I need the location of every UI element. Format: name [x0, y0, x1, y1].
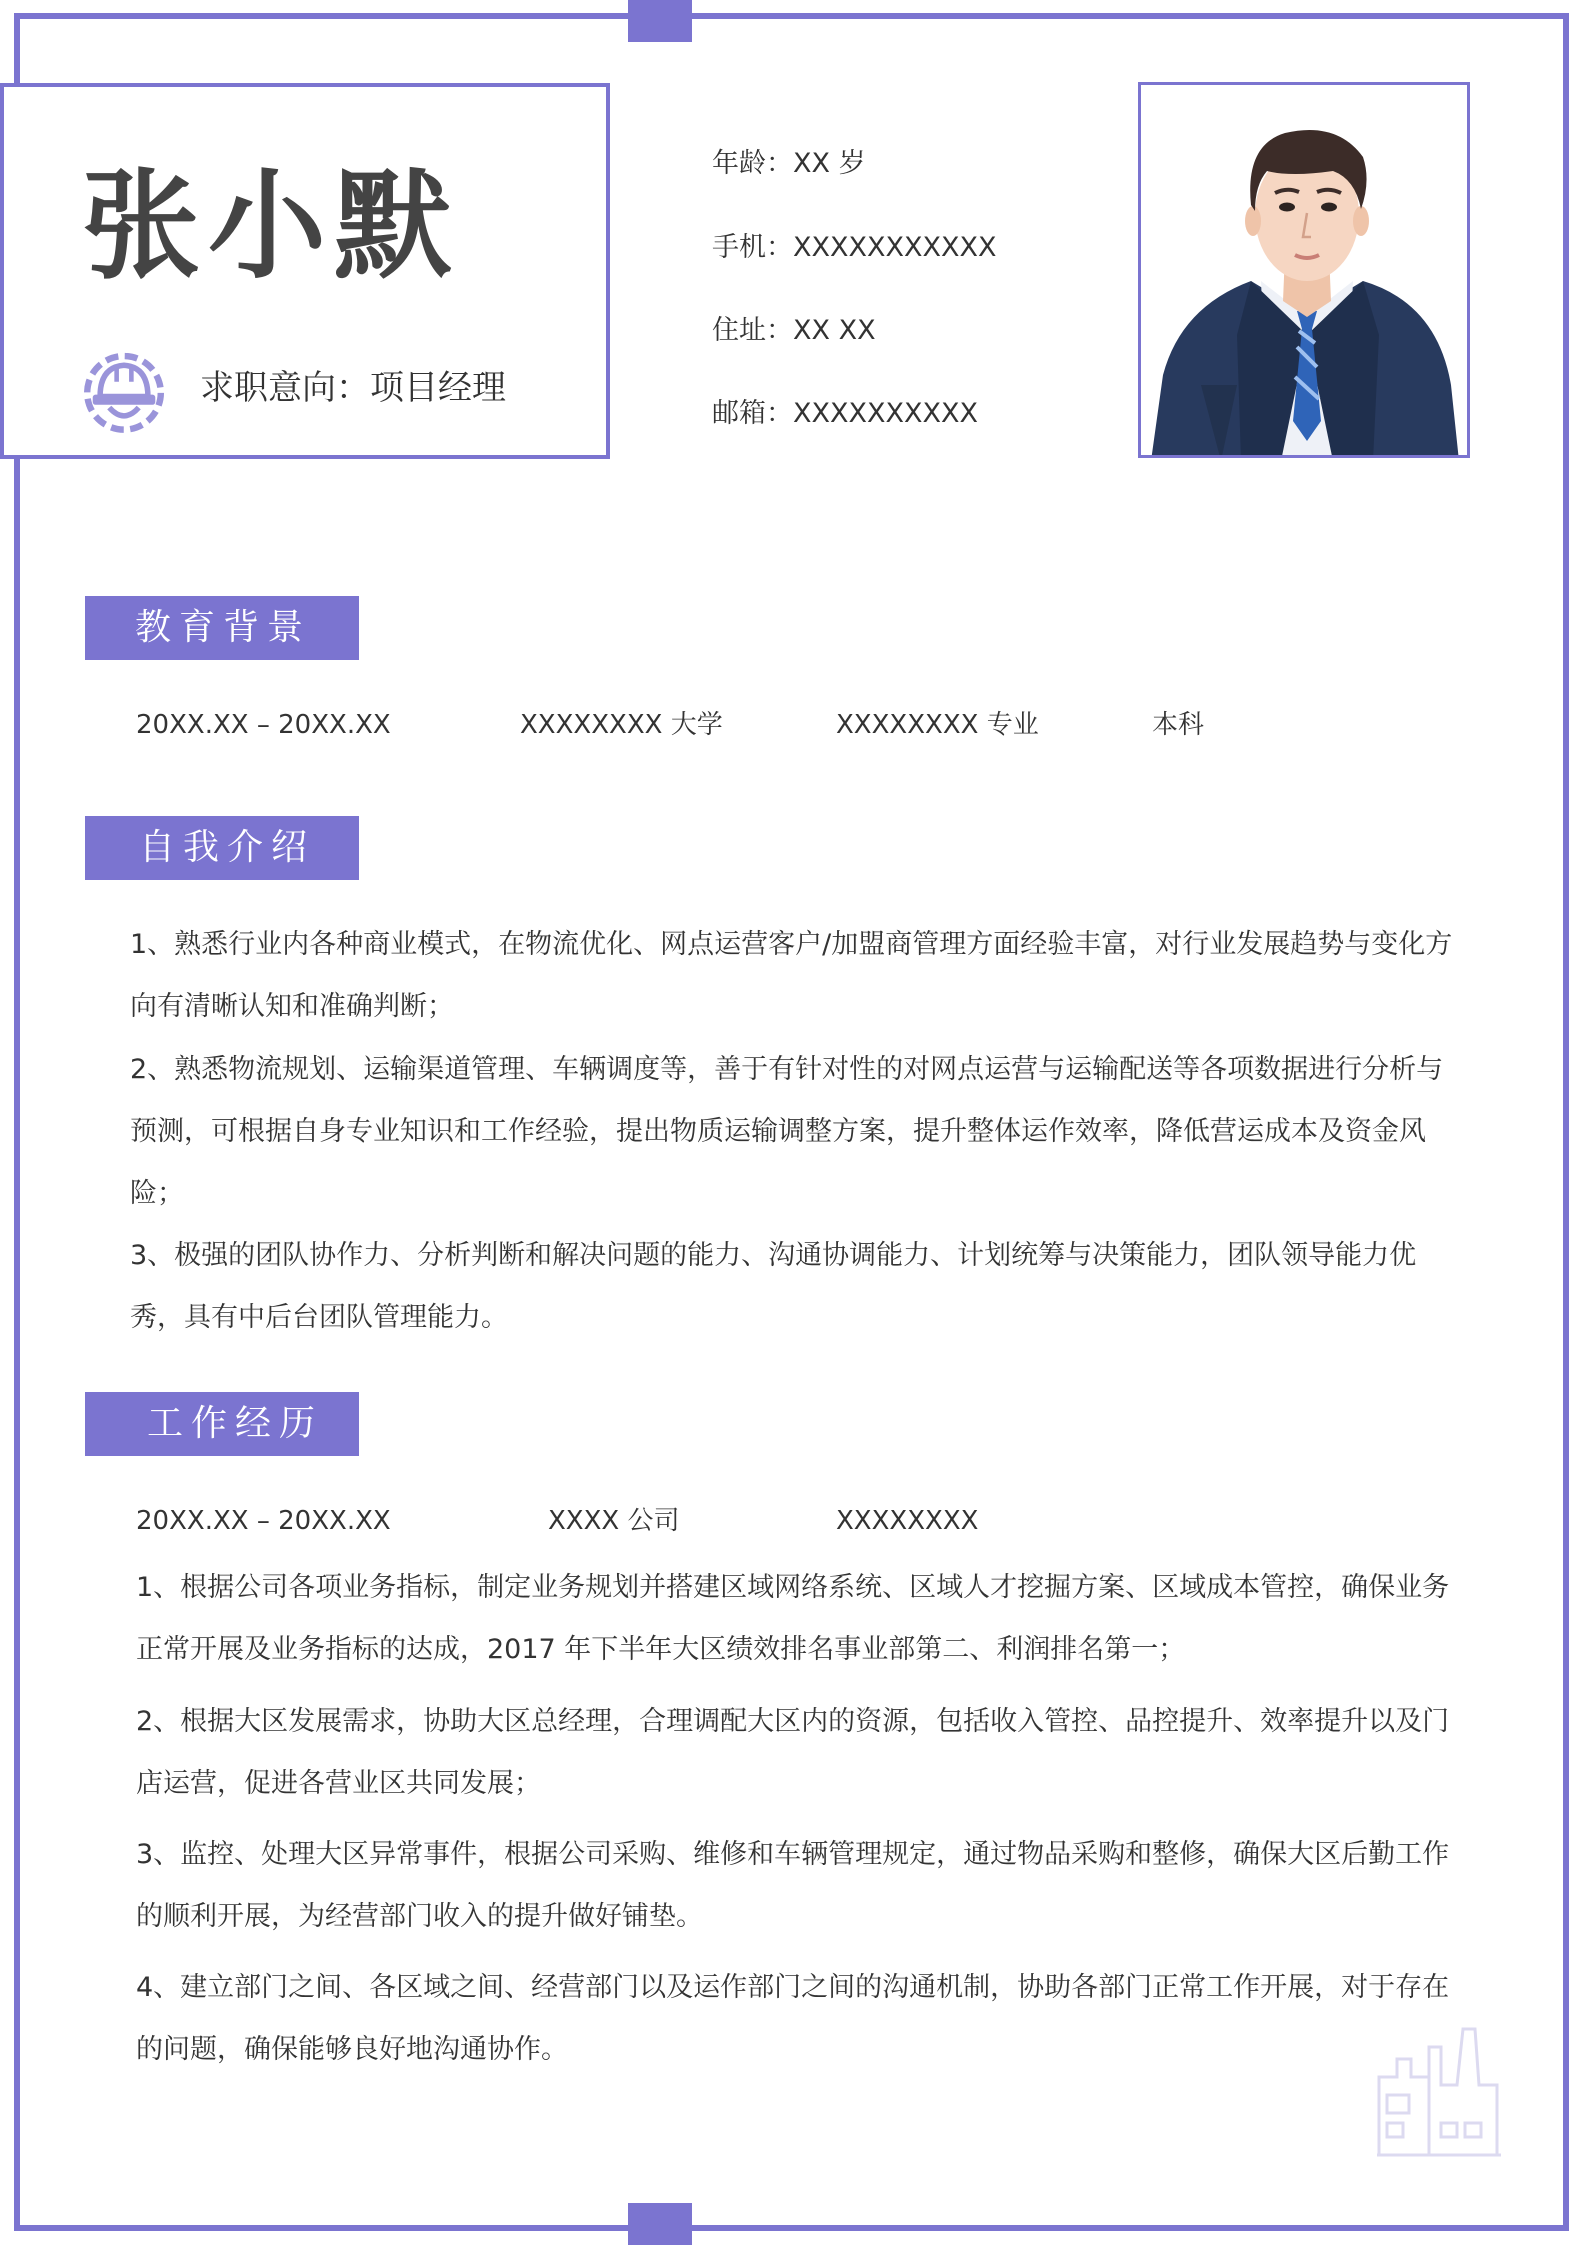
work-item-2: 2、根据大区发展需求，协助大区总经理，合理调配大区内的资源，包括收入管控、品控提升、效率提升以及门店运营，促进各营业区共同发展； — [136, 1706, 1450, 1799]
section-work-title: 工作经历 — [85, 1392, 359, 1456]
name-card — [0, 83, 610, 459]
about-item-3: 3、极强的团队协作力、分析判断和解决问题的能力、沟通协调能力、计划统筹与决策能力，团队领导能力优秀，具有中后台团队管理能力。 — [130, 1240, 1417, 1333]
factory-icon — [1375, 2025, 1505, 2160]
work-position: XXXXXXXX — [836, 1506, 979, 1536]
top-accent-tab — [628, 0, 692, 42]
helmet-gear-icon — [78, 345, 170, 437]
section-education-title: 教育背景 — [85, 596, 359, 660]
bottom-accent-tab — [628, 2203, 692, 2245]
edu-major: XXXXXXXX 专业 — [836, 710, 1039, 740]
info-address: 住址：XX XX — [712, 315, 876, 346]
work-item-1: 1、根据公司各项业务指标，制定业务规划并搭建区域网络系统、区域人才挖掘方案、区域成本管控，确保业务正常开展及业务指标的达成，2017 年下半年大区绩效排名事业部第二、利润排名第一； — [136, 1572, 1450, 1665]
edu-school: XXXXXXXX 大学 — [520, 710, 723, 740]
candidate-name: 张小默 — [82, 157, 461, 295]
work-company: XXXX 公司 — [548, 1506, 680, 1536]
about-item-2: 2、熟悉物流规划、运输渠道管理、车辆调度等，善于有针对性的对网点运营与运输配送等各项数据进行分析与预测，可根据自身专业知识和工作经验，提出物质运输调整方案，提升整体运作效率，降低营运成本及资金风险； — [130, 1054, 1444, 1209]
edu-period: 20XX.XX – 20XX.XX — [136, 710, 391, 740]
work-item-3: 3、监控、处理大区异常事件，根据公司采购、维修和车辆管理规定，通过物品采购和整修，确保大区后勤工作的顺利开展，为经营部门收入的提升做好铺垫。 — [136, 1839, 1450, 1932]
about-item-1: 1、熟悉行业内各种商业模式，在物流优化、网点运营客户/加盟商管理方面经验丰富，对行业发展趋势与变化方向有清晰认知和准确判断； — [130, 929, 1453, 1022]
work-item-4: 4、建立部门之间、各区域之间、经营部门以及运作部门之间的沟通机制，协助各部门正常工作开展，对于存在的问题，确保能够良好地沟通协作。 — [136, 1972, 1450, 2065]
profile-photo — [1138, 82, 1470, 458]
portrait-illustration — [1141, 85, 1470, 458]
info-email: 邮箱：XXXXXXXXXX — [712, 398, 978, 429]
info-phone: 手机：XXXXXXXXXXX — [712, 232, 997, 263]
info-age: 年龄：XX 岁 — [712, 148, 866, 179]
edu-degree: 本科 — [1152, 710, 1205, 740]
job-intent: 求职意向：项目经理 — [200, 368, 506, 408]
work-period: 20XX.XX – 20XX.XX — [136, 1506, 391, 1536]
section-about-title: 自我介绍 — [85, 816, 359, 880]
